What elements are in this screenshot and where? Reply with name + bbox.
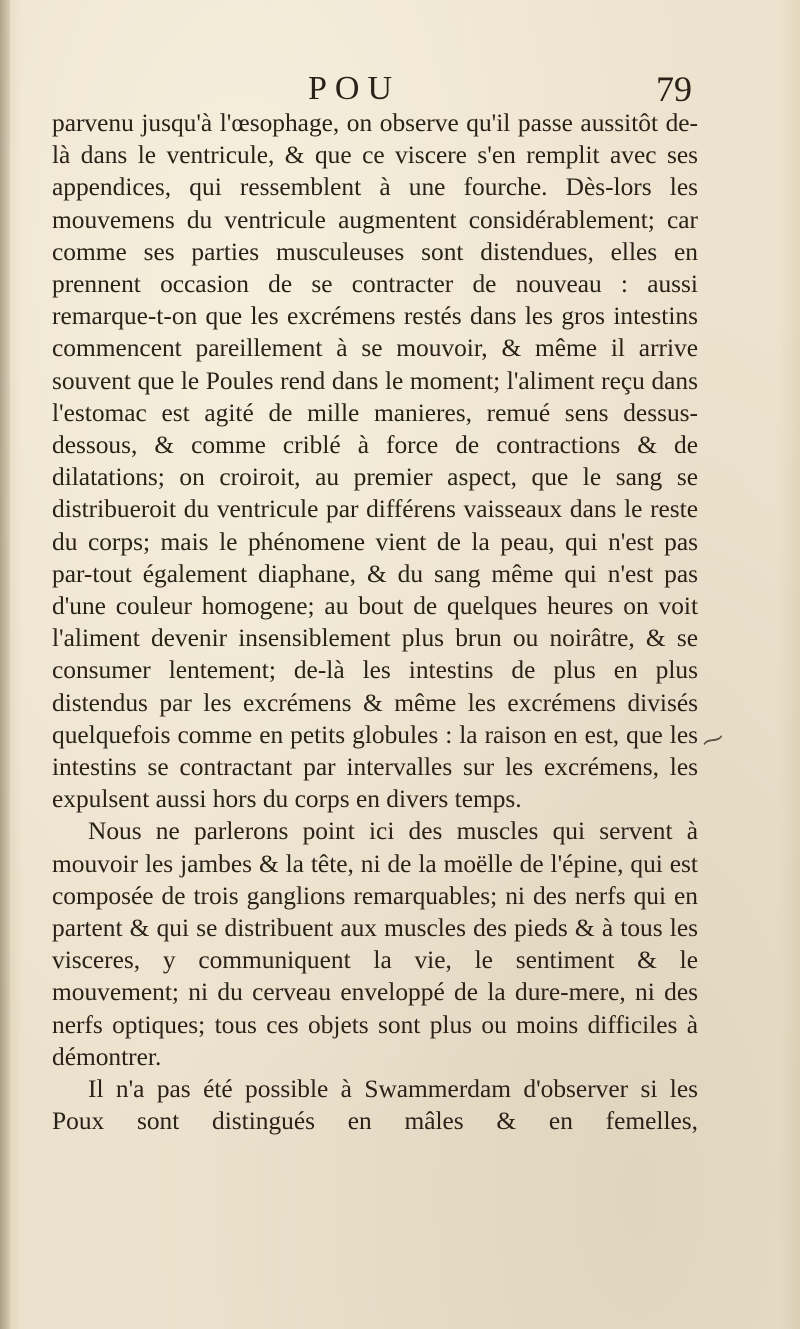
paragraph-muscles-nerves: Nous ne parlerons point ici des muscles qui servent à mouvoir les jambes & la tête, ni de la moëlle de l'épine, qui est composée de trois ganglions remarquables; ni des nerfs qui en partent & qui se distribuent aux muscles des pieds & à tous les visceres, y communiquent la vie, le sentiment & le mouvement; ni du cerveau enveloppé de la dure-mere, ni des nerfs optiques; tous ces objets sont plus ou moins difficiles à démontrer.	[52, 817, 698, 1071]
margin-pen-mark: ⁓	[698, 724, 728, 757]
paragraph-swammerdam: Il n'a pas été possible à Swammerdam d'observer si les Poux sont distingués en mâles & en femelles,	[52, 1075, 698, 1136]
page-header	[52, 66, 692, 110]
page-gutter-shadow	[0, 0, 10, 1329]
page-number: 79	[656, 69, 692, 109]
paragraph-anatomy-digestion: parvenu jusqu'à l'œsophage, on observe qu'il passe aussitôt de-là dans le ventricule, & que ce viscere s'en remplit avec ses appendices, qui ressemblent à une fourche. Dès-lors les mouvemens du ventricule augmentent considérablement; car comme ses parties musculeuses sont distendues, elles en prennent occasion de se contracter de nouveau : aussi remarque-t-on que les excrémens restés dans les gros intestins commencent pareillement à se mouvoir, & même il arrive souvent que le Poules rend dans le moment; l'aliment reçu dans l'estomac est agité de mille manieres, remué sens dessus-dessous, & comme criblé à force de contractions & de dilatations; on croiroit, au premier aspect, que le sang se distribueroit du ventricule par différens vaisseaux dans le reste du corps; mais le phénomene vient de la peau, qui n'est pas par-tout également diaphane, & du sang même qui n'est pas d'une couleur homogene; au bout de quelques heures on voit l'aliment devenir insensiblement plus brun ou noirâtre, & se consumer lentement; de-là les intestins de plus en plus distendus par les excrémens & même les excrémens divisés quelquefois comme en petits globules : la raison en est, que les intestins se contractant par intervalles sur les excrémens, les expulsent aussi hors du corps en divers temps.	[52, 109, 698, 814]
running-head: POU	[308, 70, 401, 107]
body-text	[52, 107, 698, 1138]
